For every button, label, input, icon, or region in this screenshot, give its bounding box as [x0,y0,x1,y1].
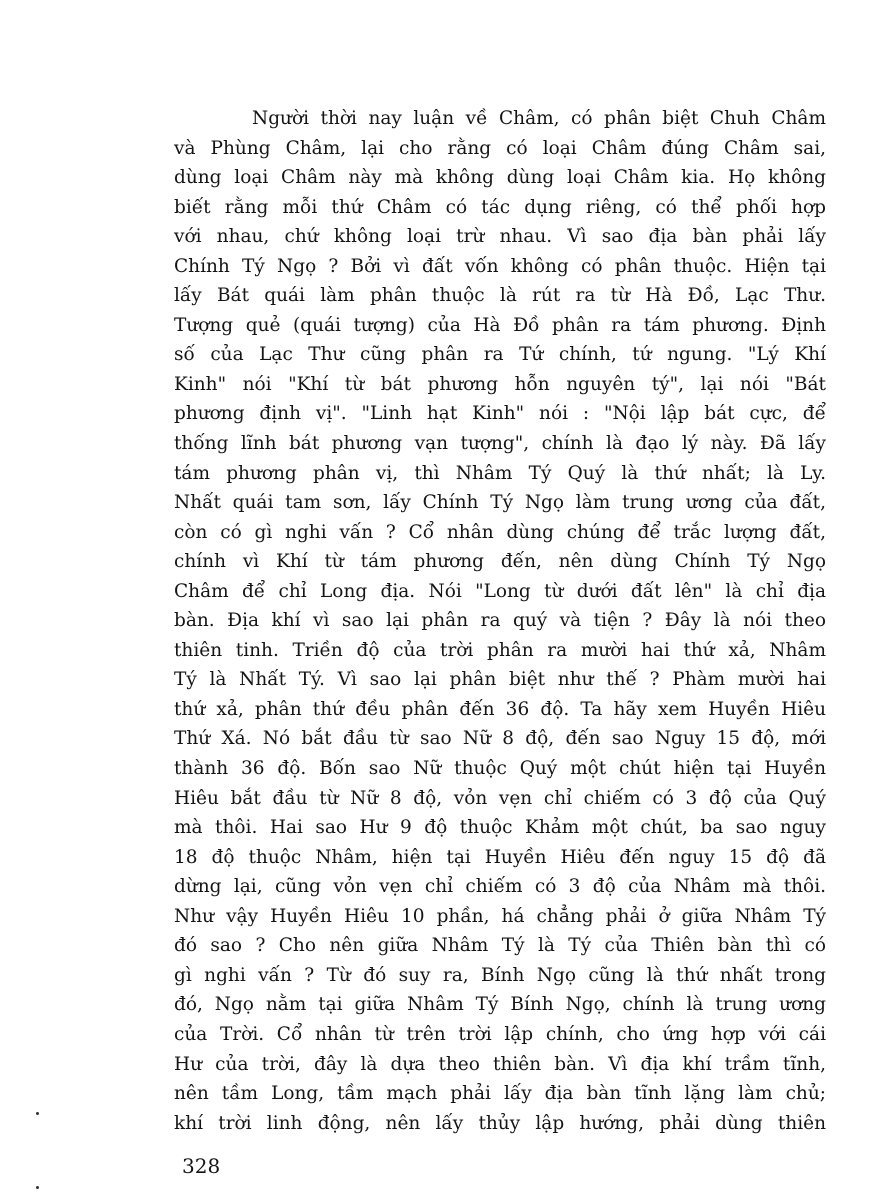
text-line: của Trời. Cổ nhân từ trên trời lập chính, cho ứng hợp với cái [174,1023,826,1045]
text-line: gì nghi vấn ? Từ đó suy ra, Bính Ngọ cũng là thứ nhất trong [174,964,826,986]
text-line: số của Lạc Thư cũng phân ra Tứ chính, tứ ngung. "Lý Khí [174,344,826,366]
text-line: biết rằng mỗi thứ Châm có tác dụng riêng, có thể phối hợp [174,196,826,218]
text-line: với nhau, chứ không loại trừ nhau. Vì sao địa bàn phải lấy [174,226,826,248]
text-line: đó sao ? Cho nên giữa Nhâm Tý là Tý của Thiên bàn thì có [174,935,826,957]
page-number: 328 [182,1154,221,1178]
text-line: phương định vị". "Linh hạt Kinh" nói : "Nội lập bát cực, để [174,403,826,425]
text-line: Hiêu bắt đầu từ Nữ 8 độ, vỏn vẹn chỉ chiếm có 3 độ của Quý [174,787,826,809]
scan-speck [36,1112,39,1115]
text-line: Thứ Xá. Nó bắt đầu từ sao Nữ 8 độ, đến sao Nguy 15 độ, mới [174,728,826,750]
text-line: Hư của trời, đây là dựa theo thiên bàn. Vì địa khí trầm tĩnh, [174,1053,826,1075]
text-line: 18 độ thuộc Nhâm, hiện tại Huyền Hiêu đến nguy 15 độ đã [174,846,826,868]
text-line: nên tầm Long, tầm mạch phải lấy địa bàn tĩnh lặng làm chủ; [174,1083,826,1105]
text-line: Tượng quẻ (quái tượng) của Hà Đồ phân ra tám phương. Định [174,314,826,336]
text-line: tám phương phân vị, thì Nhâm Tý Quý là thứ nhất; là Ly. [174,462,826,484]
text-line: Châm để chỉ Long địa. Nói "Long từ dưới đất lên" là chỉ địa [174,580,826,602]
text-line: khí trời linh động, nên lấy thủy lập hướng, phải dùng thiên [174,1112,826,1134]
text-line: dùng loại Châm này mà không dùng loại Châm kia. Họ không [174,167,826,189]
text-line: Chính Tý Ngọ ? Bởi vì đất vốn không có phân thuộc. Hiện tại [174,255,826,277]
text-line: thành 36 độ. Bốn sao Nữ thuộc Quý một chút hiện tại Huyền [174,758,826,780]
text-line: Kinh" nói "Khí từ bát phương hỗn nguyên tý", lại nói "Bát [174,373,826,395]
text-line: thứ xả, phân thứ đều phân đến 36 độ. Ta hãy xem Huyền Hiêu [174,698,826,720]
text-line: Người thời nay luận về Châm, có phân biệt Chuh Châm [252,108,826,129]
text-line: thống lĩnh bát phương vạn tượng", chính là đạo lý này. Đã lấy [174,433,826,455]
scan-speck [36,1186,39,1189]
text-line: mà thôi. Hai sao Hư 9 độ thuộc Khảm một chút, ba sao nguy [174,817,826,839]
text-line: còn có gì nghi vấn ? Cổ nhân dùng chúng để trắc lượng đất, [174,521,826,543]
text-line: đó, Ngọ nằm tại giữa Nhâm Tý Bính Ngọ, chính là trung ương [174,994,826,1016]
text-line: Như vậy Huyền Hiêu 10 phần, há chẳng phải ở giữa Nhâm Tý [174,905,826,927]
text-line: Tý là Nhất Tý. Vì sao lại phân biệt như thế ? Phàm mười hai [174,669,826,691]
text-line: bàn. Địa khí vì sao lại phân ra quý và tiện ? Đây là nói theo [174,610,826,632]
body-text [174,104,826,1138]
text-line: lấy Bát quái làm phân thuộc là rút ra từ Hà Đồ, Lạc Thư. [174,285,826,307]
text-line: dừng lại, cũng vỏn vẹn chỉ chiếm có 3 độ của Nhâm mà thôi. [174,876,826,898]
text-line: và Phùng Châm, lại cho rằng có loại Châm đúng Châm sai, [174,137,826,159]
text-line: thiên tinh. Triền độ của trời phân ra mười hai thứ xả, Nhâm [174,639,826,661]
text-line: Nhất quái tam sơn, lấy Chính Tý Ngọ làm trung ương của đất, [174,492,826,514]
text-line: chính vì Khí từ tám phương đến, nên dùng Chính Tý Ngọ [174,551,826,573]
